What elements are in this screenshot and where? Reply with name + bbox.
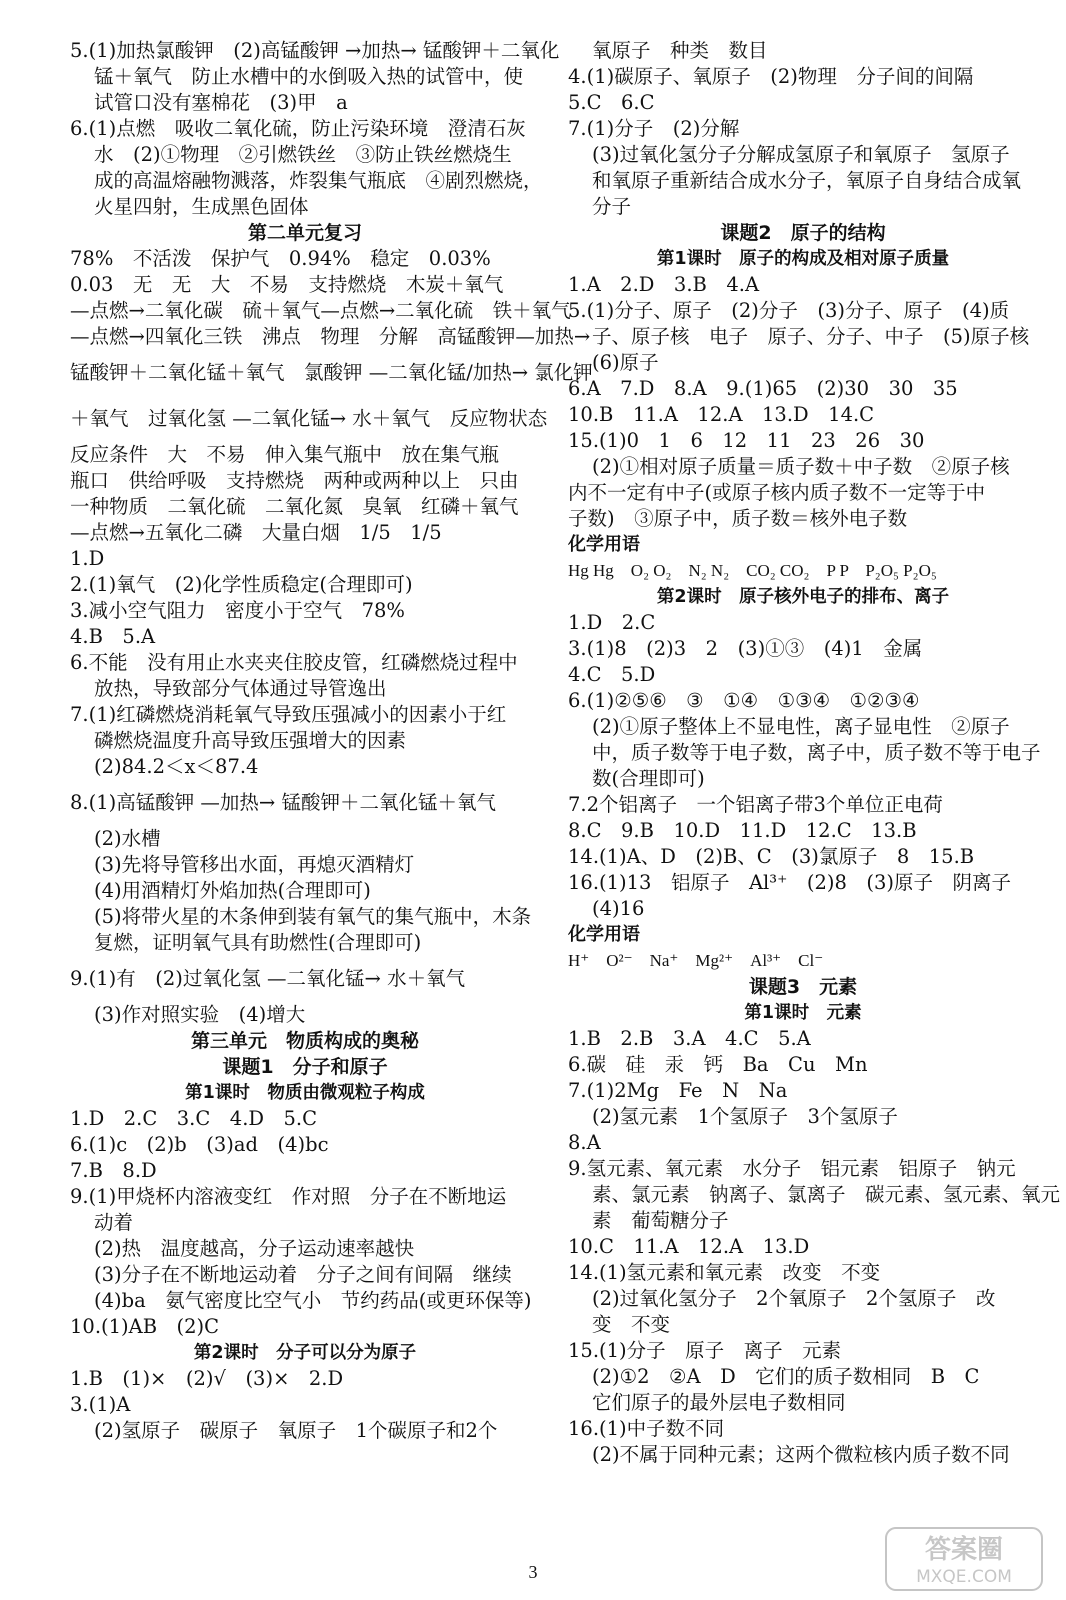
answer-line: 78% 不活泼 保护气 0.94% 稳定 0.03% (70, 247, 491, 270)
section-label: 化学用语 (568, 924, 640, 945)
answer-line: 一种物质 二氧化硫 二氧化氮 臭氧 红磷＋氧气 (70, 495, 519, 518)
answer-line: 4.(1)碳原子、氧原子 (2)物理 分子间的间隔 (568, 65, 974, 88)
answer-line: 变 不变 (592, 1313, 671, 1336)
section-heading: 第三单元 物质构成的奥秘 (190, 1030, 419, 1052)
answer-line: 6.(1)②⑤⑥ ③ ①④ ①③④ ①②③④ (568, 689, 920, 712)
answer-line: (3)分子在不断地运动着 分子之间有间隔 继续 (94, 1263, 512, 1286)
right-column (568, 38, 1061, 1468)
answer-line: (2)热 温度越高，分子运动速率越快 (94, 1237, 415, 1260)
section-heading: 课题1 分子和原子 (222, 1056, 388, 1078)
answer-line: 分子 (592, 195, 632, 218)
answer-line: 1.D (70, 547, 105, 570)
section-heading: 第1课时 元素 (744, 1003, 862, 1023)
answer-line: 7.(1)红磷燃烧消耗氧气导致压强减小的因素小于红 (70, 703, 507, 726)
answer-line: (3)先将导管移出水面，再熄灭酒精灯 (94, 853, 415, 876)
answer-line: 素 葡萄糖分子 (592, 1209, 729, 1232)
answer-line: 3.(1)8 (2)3 2 (3)①③ (4)1 金属 (568, 637, 923, 660)
answer-line: (2)氢元素 1个氢原子 3个氢原子 (592, 1105, 898, 1128)
answer-line: 3.(1)A (70, 1393, 131, 1416)
answer-line: 9.氢元素、氧元素 水分子 铝元素 铝原子 钠元 (568, 1157, 1016, 1180)
answer-line: 火星四射，生成黑色固体 (94, 195, 309, 218)
answer-line: 1.B (1)× (2)√ (3)× 2.D (70, 1367, 344, 1390)
answer-line: 5.(1)加热氯酸钾 (2)高锰酸钾 →加热→ 锰酸钾＋二氧化 (70, 39, 560, 62)
answer-line: 4.C 5.D (568, 663, 656, 686)
answer-line: (3)过氧化氢分子分解成氢原子和氧原子 氢原子 (592, 143, 1010, 166)
answer-line: (2)①2 ②A D 它们的质子数相同 B C (592, 1365, 980, 1388)
answer-line: 内不一定有中子(或原子核内质子数不一定等于中 (568, 481, 986, 504)
answer-line: 14.(1)氢元素和氧元素 改变 不变 (568, 1261, 881, 1284)
section-heading: 课题3 元素 (748, 976, 858, 998)
answer-line: (2)84.2＜x＜87.4 (94, 755, 259, 778)
answer-line: 数(合理即可) (592, 767, 705, 790)
answer-line: 6.(1)点燃 吸收二氧化硫，防止污染环境 澄清石灰 (70, 117, 526, 140)
answer-line: 3.减小空气阻力 密度小于空气 78% (70, 599, 405, 622)
answer-line: 5.(1)分子、原子 (2)分子 (3)分子、原子 (4)质 (568, 299, 1010, 322)
answer-line: 氧原子 种类 数目 (592, 39, 768, 62)
answer-line: 15.(1)分子 原子 离子 元素 (568, 1339, 842, 1362)
answer-line: 9.(1)甲烧杯内溶液变红 作对照 分子在不断地运 (70, 1185, 507, 1208)
answer-line: 7.(1)2Mg Fe N Na (568, 1079, 788, 1102)
answer-line: 0.03 无 无 大 不易 支持燃烧 木炭＋氧气 (70, 273, 504, 296)
answer-line: 6.(1)c (2)b (3)ad (4)bc (70, 1133, 329, 1156)
watermark-url: MXQE.COM (916, 1567, 1012, 1587)
answer-line: 反应条件 大 不易 伸入集气瓶中 放在集气瓶 (70, 443, 500, 466)
answer-line: 2.(1)氧气 (2)化学性质稳定(合理即可) (70, 573, 413, 596)
answer-line: 16.(1)13 铝原子 Al³⁺ (2)8 (3)原子 阴离子 (568, 871, 1012, 894)
watermark-title: 答案圈 (924, 1535, 1004, 1565)
answer-line: 1.D 2.C (568, 611, 656, 634)
answer-line: 8.C 9.B 10.D 11.D 12.C 13.B (568, 819, 917, 842)
answer-line: 6.不能 没有用止水夹夹住胶皮管，红磷燃烧过程中 (70, 651, 518, 674)
answer-line: 磷燃烧温度升高导致压强增大的因素 (94, 729, 407, 752)
answer-line: 7.B 8.D (70, 1159, 157, 1182)
answer-line: 5.C 6.C (568, 91, 655, 114)
answer-line: 1.A 2.D 3.B 4.A (568, 273, 760, 296)
answer-line: 成的高温熔融物溅落，炸裂集气瓶底 ④剧烈燃烧， (94, 169, 543, 192)
answer-line: (2)过氧化氢分子 2个氧原子 2个氢原子 改 (592, 1287, 996, 1310)
answer-line: 放热，导致部分气体通过导管逸出 (94, 677, 387, 700)
answer-line: 8.A (568, 1131, 601, 1154)
answer-line: 10.B 11.A 12.A 13.D 14.C (568, 403, 875, 426)
answer-line: (3)作对照实验 (4)增大 (94, 1003, 306, 1026)
answer-line: 1.D 2.C 3.C 4.D 5.C (70, 1107, 318, 1130)
answer-line: (2)水槽 (94, 827, 161, 850)
section-heading: 第1课时 原子的构成及相对原子质量 (656, 249, 950, 269)
answer-line: (2)①原子整体上不显电性，离子显电性 ②原子 (592, 715, 1010, 738)
answer-line: 8.(1)高锰酸钾 —加热→ 锰酸钾＋二氧化锰＋氧气 (70, 791, 496, 814)
section-heading: 第2课时 原子核外电子的排布、离子 (656, 587, 950, 607)
section-label: 化学用语 (568, 534, 640, 555)
answer-line: 试管口没有塞棉花 (3)甲 a (94, 91, 348, 114)
answer-line: 和氧原子重新结合成水分子，氧原子自身结合成氧 (592, 169, 1022, 192)
answer-line: 9.(1)有 (2)过氧化氢 —二氧化锰→ 水＋氧气 (70, 967, 466, 990)
answer-line: (2)①相对原子质量＝质子数＋中子数 ②原子核 (592, 455, 1010, 478)
answer-line: 1.B 2.B 3.A 4.C 5.A (568, 1027, 811, 1050)
answer-line: 水 (2)①物理 ②引燃铁丝 ③防止铁丝燃烧生 (94, 143, 512, 166)
answer-line: 锰＋氧气 防止水槽中的水倒吸入热的试管中，使 (94, 65, 524, 88)
answer-line: 16.(1)中子数不同 (568, 1417, 725, 1440)
section-heading: 课题2 原子的结构 (720, 222, 886, 244)
answer-line: 中，质子数等于电子数，离子中，质子数不等于电子 (592, 741, 1041, 764)
answer-line: (4)ba 氨气密度比空气小 节约药品(或更环保等) (94, 1289, 532, 1312)
answer-line: 14.(1)A、D (2)B、C (3)氯原子 8 15.B (568, 845, 975, 868)
answer-line: (4)用酒精灯外焰加热(合理即可) (94, 879, 371, 902)
answer-line: H⁺ O²⁻ Na⁺ Mg²⁺ Al³⁺ Cl⁻ (568, 951, 824, 970)
answer-line: 子、原子核 电子 原子、分子、中子 (5)原子核 (592, 325, 1030, 348)
answer-line: 动着 (94, 1211, 134, 1234)
answer-line: 4.B 5.A (70, 625, 156, 648)
answer-line: (5)将带火星的木条伸到装有氧气的集气瓶中，木条 (94, 905, 532, 928)
answer-line: Hg Hg O₂ O₂ N₂ N₂ CO₂ CO₂ P P P₂O₅ P₂O₅ (568, 561, 937, 580)
answer-line: —点燃→二氧化碳 硫＋氧气—点燃→二氧化硫 铁＋氧气 (70, 299, 571, 322)
answer-line: 子数) ③原子中，质子数＝核外电子数 (568, 507, 908, 530)
answer-line: (2)氢原子 碳原子 氧原子 1个碳原子和2个 (94, 1419, 498, 1442)
answer-line: 瓶口 供给呼吸 支持燃烧 两种或两种以上 只由 (70, 469, 519, 492)
answer-line: 15.(1)0 1 6 12 11 23 26 30 (568, 429, 925, 452)
answer-line: (6)原子 (592, 351, 659, 374)
answer-line: 7.(1)分子 (2)分解 (568, 117, 740, 140)
answer-line: ＋氧气 过氧化氢 —二氧化锰→ 水＋氧气 反应物状态 (70, 407, 548, 430)
watermark-logo (884, 1522, 1044, 1596)
section-heading: 第1课时 物质由微观粒子构成 (185, 1083, 425, 1103)
page-number: 3 (528, 1562, 538, 1582)
answer-line: 锰酸钾＋二氧化锰＋氧气 氯酸钾 —二氧化锰/加热→ 氯化钾 (70, 361, 593, 384)
answer-line: 复燃，证明氧气具有助燃性(合理即可) (94, 931, 422, 954)
answer-line: 它们原子的最外层电子数相同 (592, 1391, 846, 1414)
answer-line: —点燃→五氧化二磷 大量白烟 1/5 1/5 (70, 521, 442, 544)
answer-line: 6.碳 硅 汞 钙 Ba Cu Mn (568, 1053, 868, 1076)
answer-line: 素、氯元素 钠离子、氯离子 碳元素、氢元素、氧元 (592, 1183, 1061, 1206)
answer-line: (4)16 (592, 897, 645, 920)
answer-line: 6.A 7.D 8.A 9.(1)65 (2)30 30 35 (568, 377, 958, 400)
answer-line: 7.2个铝离子 一个铝离子带3个单位正电荷 (568, 793, 943, 816)
answer-line: —点燃→四氧化三铁 沸点 物理 分解 高锰酸钾—加热→ (70, 325, 591, 348)
answer-line: 10.(1)AB (2)C (70, 1315, 220, 1338)
section-heading: 第2课时 分子可以分为原子 (193, 1343, 417, 1363)
answer-line: 10.C 11.A 12.A 13.D (568, 1235, 810, 1258)
section-heading: 第二单元复习 (247, 222, 362, 244)
answer-line: (2)不属于同种元素；这两个微粒核内质子数不同 (592, 1443, 1010, 1466)
